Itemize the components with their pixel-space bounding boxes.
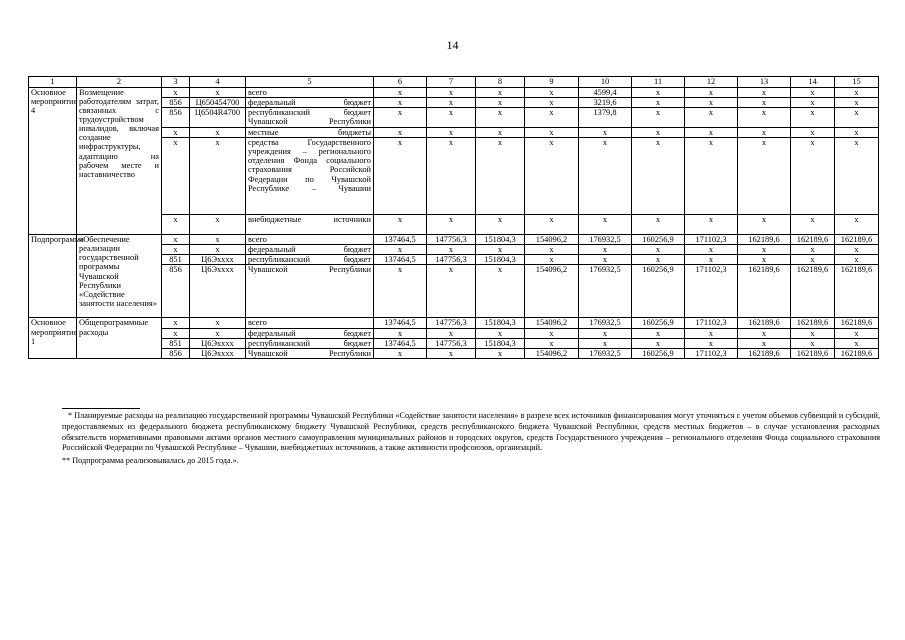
year-value-cell: x bbox=[835, 88, 879, 98]
year-value-cell: 162189,6 bbox=[791, 318, 835, 328]
year-value-cell: x bbox=[835, 255, 879, 265]
year-value-cell: 162189,6 bbox=[791, 348, 835, 358]
year-value-cell: x bbox=[738, 108, 791, 128]
year-value-cell: 1379,8 bbox=[579, 108, 632, 128]
funding-source-cell: внебюджетные источники bbox=[246, 215, 374, 235]
column-header: 8 bbox=[476, 77, 525, 88]
year-value-cell: x bbox=[738, 328, 791, 338]
column-header: 6 bbox=[374, 77, 427, 88]
year-value-cell: 137464,5 bbox=[374, 255, 427, 265]
year-value-cell: 4599,4 bbox=[579, 88, 632, 98]
year-value-cell: x bbox=[685, 215, 738, 235]
column-header: 4 bbox=[190, 77, 246, 88]
year-value-cell: x bbox=[427, 98, 476, 108]
year-value-cell: x bbox=[632, 88, 685, 98]
year-value-cell: x bbox=[791, 128, 835, 138]
funding-source-cell: федеральный бюджет bbox=[246, 328, 374, 338]
column-header: 14 bbox=[791, 77, 835, 88]
budget-code-cell: x bbox=[190, 88, 246, 98]
main-activity-1-title: Общепрограммные расходы bbox=[77, 318, 162, 358]
year-value-cell: x bbox=[632, 328, 685, 338]
year-value-cell: x bbox=[835, 328, 879, 338]
year-value-cell: x bbox=[374, 98, 427, 108]
year-value-cell: x bbox=[738, 138, 791, 215]
year-value-cell: x bbox=[525, 215, 579, 235]
year-value-cell: x bbox=[791, 245, 835, 255]
year-value-cell: x bbox=[685, 138, 738, 215]
budget-table bbox=[28, 76, 879, 359]
year-value-cell: 160256,9 bbox=[632, 265, 685, 318]
year-value-cell: x bbox=[738, 88, 791, 98]
column-header: 1 bbox=[29, 77, 77, 88]
year-value-cell: x bbox=[427, 215, 476, 235]
year-value-cell: x bbox=[525, 328, 579, 338]
budget-code-cell: Ц6Эxxxx bbox=[190, 348, 246, 358]
year-value-cell: x bbox=[579, 338, 632, 348]
year-value-cell: 171102,3 bbox=[685, 318, 738, 328]
year-value-cell: x bbox=[525, 108, 579, 128]
year-value-cell: x bbox=[374, 108, 427, 128]
year-value-cell: x bbox=[427, 348, 476, 358]
admin-code-cell: x bbox=[162, 215, 190, 235]
year-value-cell: x bbox=[791, 108, 835, 128]
year-value-cell: x bbox=[476, 138, 525, 215]
year-value-cell: x bbox=[525, 128, 579, 138]
admin-code-cell: x bbox=[162, 245, 190, 255]
header-row bbox=[29, 77, 879, 88]
year-value-cell: x bbox=[835, 245, 879, 255]
column-header: 15 bbox=[835, 77, 879, 88]
footnote-2: ** Подпрограмма реализовывалась до 2015 года.». bbox=[62, 456, 239, 466]
year-value-cell: x bbox=[427, 245, 476, 255]
year-value-cell: x bbox=[632, 255, 685, 265]
year-value-cell: x bbox=[374, 265, 427, 318]
column-header: 3 bbox=[162, 77, 190, 88]
funding-source-cell: всего bbox=[246, 318, 374, 328]
year-value-cell: x bbox=[476, 88, 525, 98]
year-value-cell: 162189,6 bbox=[738, 235, 791, 245]
year-value-cell: 137464,5 bbox=[374, 338, 427, 348]
year-value-cell: 160256,9 bbox=[632, 318, 685, 328]
year-value-cell: x bbox=[374, 328, 427, 338]
footnote-divider bbox=[62, 408, 140, 409]
year-value-cell: 151804,3 bbox=[476, 338, 525, 348]
year-value-cell: x bbox=[525, 88, 579, 98]
main-activity-1-name: Основное мероприятие 1 bbox=[29, 318, 77, 358]
year-value-cell: 176932,5 bbox=[579, 235, 632, 245]
year-value-cell: x bbox=[476, 215, 525, 235]
year-value-cell: x bbox=[427, 88, 476, 98]
funding-source-cell: республиканский бюджет bbox=[246, 255, 374, 265]
year-value-cell: 162189,6 bbox=[835, 318, 879, 328]
year-value-cell: x bbox=[685, 108, 738, 128]
year-value-cell: x bbox=[579, 255, 632, 265]
budget-code-cell: x bbox=[190, 318, 246, 328]
budget-code-cell: x bbox=[190, 138, 246, 215]
main-activity-4-name: Основное мероприятие 4 bbox=[29, 88, 77, 235]
admin-code-cell: x bbox=[162, 128, 190, 138]
admin-code-cell: 851 bbox=[162, 338, 190, 348]
column-header: 2 bbox=[77, 77, 162, 88]
year-value-cell: x bbox=[476, 245, 525, 255]
column-header: 12 bbox=[685, 77, 738, 88]
year-value-cell: x bbox=[835, 338, 879, 348]
year-value-cell: x bbox=[791, 338, 835, 348]
year-value-cell: x bbox=[579, 245, 632, 255]
year-value-cell: 162189,6 bbox=[835, 348, 879, 358]
year-value-cell: 162189,6 bbox=[791, 235, 835, 245]
funding-source-cell: республиканский бюджет Чувашской Республики bbox=[246, 108, 374, 128]
year-value-cell: x bbox=[685, 98, 738, 108]
year-value-cell: x bbox=[791, 328, 835, 338]
funding-source-cell: всего bbox=[246, 235, 374, 245]
year-value-cell: 162189,6 bbox=[738, 348, 791, 358]
footnote-1: * Планируемые расходы на реализацию государственной программы Чувашской Республики «Содействие занятости населения» в разрезе всех источников финансирования могут уточняться с учетом объемов субвенций и субсидий, предоставляемых из федерального бюджета республиканскому бюджету Чувашской Республики, средств республиканского бюджета Чувашской Республики, средств местных бюджетов – в случае установления расходных обязательств нормативными правовыми актами органов местного самоуправления муниципальных районов и городских округов, средств Государственного учреждения – регионального отделения Фонда социального страхования Российской Федерации по Чувашской Республике – Чувашии, внебюджетных источников, а также активности профсоюзов, организаций. bbox=[62, 411, 880, 453]
admin-code-cell: 856 bbox=[162, 265, 190, 318]
year-value-cell: x bbox=[791, 215, 835, 235]
admin-code-cell: 851 bbox=[162, 255, 190, 265]
budget-code-cell: x bbox=[190, 128, 246, 138]
year-value-cell: x bbox=[579, 128, 632, 138]
year-value-cell: x bbox=[685, 88, 738, 98]
footnotes bbox=[62, 408, 880, 467]
year-value-cell: x bbox=[791, 88, 835, 98]
budget-code-cell: Ц650454700 bbox=[190, 98, 246, 108]
column-header: 11 bbox=[632, 77, 685, 88]
page-number: 14 bbox=[446, 38, 459, 52]
year-value-cell: x bbox=[476, 348, 525, 358]
year-value-cell: x bbox=[738, 338, 791, 348]
year-value-cell: 162189,6 bbox=[738, 265, 791, 318]
year-value-cell: x bbox=[791, 98, 835, 108]
year-value-cell: 171102,3 bbox=[685, 348, 738, 358]
year-value-cell: 162189,6 bbox=[835, 235, 879, 245]
main-activity-4-title: Возмещение работодателям затрат, связанных с трудоустройством инвалидов, включая создание инфраструктуры, адаптацию на рабочем месте и наставничество bbox=[77, 88, 162, 235]
year-value-cell: 147756,3 bbox=[427, 338, 476, 348]
year-value-cell: 162189,6 bbox=[835, 265, 879, 318]
year-value-cell: x bbox=[835, 138, 879, 215]
year-value-cell: x bbox=[835, 98, 879, 108]
year-value-cell: x bbox=[374, 88, 427, 98]
column-header: 5 bbox=[246, 77, 374, 88]
subprogram-title: «Обеспечение реализации государственной программы Чувашской Республики «Содействие занятости населения» bbox=[77, 235, 162, 318]
admin-code-cell: x bbox=[162, 88, 190, 98]
year-value-cell: x bbox=[525, 98, 579, 108]
year-value-cell: 147756,3 bbox=[427, 255, 476, 265]
budget-code-cell: Ц6Эxxxx bbox=[190, 338, 246, 348]
funding-source-cell: местные бюджеты bbox=[246, 128, 374, 138]
year-value-cell: x bbox=[427, 128, 476, 138]
year-value-cell: 137464,5 bbox=[374, 318, 427, 328]
year-value-cell: x bbox=[476, 328, 525, 338]
year-value-cell: x bbox=[525, 338, 579, 348]
year-value-cell: 137464,5 bbox=[374, 235, 427, 245]
budget-code-cell: Ц6Эxxxx bbox=[190, 265, 246, 318]
year-value-cell: x bbox=[476, 128, 525, 138]
year-value-cell: x bbox=[632, 98, 685, 108]
year-value-cell: x bbox=[685, 128, 738, 138]
subprogram-name: Подпрограмма bbox=[29, 235, 77, 318]
year-value-cell: x bbox=[632, 108, 685, 128]
year-value-cell: x bbox=[427, 138, 476, 215]
funding-source-cell: средства Государственного учреждения – регионального отделения Фонда социального страхования Российской Федерации по Чувашской Республике – Чувашии bbox=[246, 138, 374, 215]
funding-source-cell: Чувашской Республики bbox=[246, 348, 374, 358]
year-value-cell: x bbox=[685, 245, 738, 255]
year-value-cell: 171102,3 bbox=[685, 265, 738, 318]
funding-source-cell: Чувашской Республики bbox=[246, 265, 374, 318]
year-value-cell: 151804,3 bbox=[476, 235, 525, 245]
budget-code-cell: x bbox=[190, 328, 246, 338]
year-value-cell: 151804,3 bbox=[476, 318, 525, 328]
year-value-cell: x bbox=[685, 255, 738, 265]
year-value-cell: 162189,6 bbox=[738, 318, 791, 328]
year-value-cell: 147756,3 bbox=[427, 235, 476, 245]
column-header: 13 bbox=[738, 77, 791, 88]
year-value-cell: x bbox=[476, 108, 525, 128]
year-value-cell: 176932,5 bbox=[579, 348, 632, 358]
year-value-cell: x bbox=[427, 265, 476, 318]
year-value-cell: x bbox=[632, 338, 685, 348]
year-value-cell: x bbox=[738, 215, 791, 235]
year-value-cell: x bbox=[374, 245, 427, 255]
year-value-cell: x bbox=[632, 138, 685, 215]
year-value-cell: 160256,9 bbox=[632, 235, 685, 245]
year-value-cell: x bbox=[525, 245, 579, 255]
year-value-cell: x bbox=[525, 138, 579, 215]
table-row bbox=[29, 88, 879, 98]
budget-code-cell: x bbox=[190, 245, 246, 255]
year-value-cell: x bbox=[476, 265, 525, 318]
admin-code-cell: x bbox=[162, 328, 190, 338]
year-value-cell: x bbox=[738, 245, 791, 255]
year-value-cell: x bbox=[738, 255, 791, 265]
year-value-cell: x bbox=[685, 338, 738, 348]
admin-code-cell: 856 bbox=[162, 108, 190, 128]
year-value-cell: x bbox=[374, 348, 427, 358]
year-value-cell: x bbox=[835, 108, 879, 128]
year-value-cell: x bbox=[579, 215, 632, 235]
year-value-cell: x bbox=[632, 245, 685, 255]
year-value-cell: 154096,2 bbox=[525, 265, 579, 318]
year-value-cell: 151804,3 bbox=[476, 255, 525, 265]
year-value-cell: x bbox=[579, 138, 632, 215]
year-value-cell: x bbox=[685, 328, 738, 338]
budget-code-cell: x bbox=[190, 235, 246, 245]
year-value-cell: x bbox=[835, 215, 879, 235]
year-value-cell: 176932,5 bbox=[579, 265, 632, 318]
year-value-cell: x bbox=[791, 255, 835, 265]
budget-code-cell: x bbox=[190, 215, 246, 235]
admin-code-cell: x bbox=[162, 235, 190, 245]
year-value-cell: 147756,3 bbox=[427, 318, 476, 328]
year-value-cell: x bbox=[427, 328, 476, 338]
table-row bbox=[29, 235, 879, 245]
year-value-cell: 162189,6 bbox=[791, 265, 835, 318]
year-value-cell: x bbox=[791, 138, 835, 215]
year-value-cell: x bbox=[835, 128, 879, 138]
funding-source-cell: федеральный бюджет bbox=[246, 245, 374, 255]
year-value-cell: x bbox=[476, 98, 525, 108]
admin-code-cell: 856 bbox=[162, 98, 190, 108]
funding-source-cell: республиканский бюджет bbox=[246, 338, 374, 348]
funding-source-cell: всего bbox=[246, 88, 374, 98]
year-value-cell: x bbox=[632, 128, 685, 138]
year-value-cell: x bbox=[374, 128, 427, 138]
year-value-cell: x bbox=[738, 128, 791, 138]
year-value-cell: x bbox=[525, 255, 579, 265]
year-value-cell: x bbox=[738, 98, 791, 108]
year-value-cell: 154096,2 bbox=[525, 348, 579, 358]
funding-source-cell: федеральный бюджет bbox=[246, 98, 374, 108]
admin-code-cell: 856 bbox=[162, 348, 190, 358]
year-value-cell: x bbox=[632, 215, 685, 235]
column-header: 7 bbox=[427, 77, 476, 88]
admin-code-cell: x bbox=[162, 318, 190, 328]
year-value-cell: 154096,2 bbox=[525, 318, 579, 328]
year-value-cell: x bbox=[579, 328, 632, 338]
table-row bbox=[29, 318, 879, 328]
budget-code-cell: Ц6504R4700 bbox=[190, 108, 246, 128]
year-value-cell: x bbox=[427, 108, 476, 128]
admin-code-cell: x bbox=[162, 138, 190, 215]
year-value-cell: 171102,3 bbox=[685, 235, 738, 245]
column-header: 10 bbox=[579, 77, 632, 88]
year-value-cell: 3219,6 bbox=[579, 98, 632, 108]
year-value-cell: 160256,9 bbox=[632, 348, 685, 358]
year-value-cell: x bbox=[374, 138, 427, 215]
column-header: 9 bbox=[525, 77, 579, 88]
budget-code-cell: Ц6Эxxxx bbox=[190, 255, 246, 265]
year-value-cell: 176932,5 bbox=[579, 318, 632, 328]
year-value-cell: 154096,2 bbox=[525, 235, 579, 245]
year-value-cell: x bbox=[374, 215, 427, 235]
